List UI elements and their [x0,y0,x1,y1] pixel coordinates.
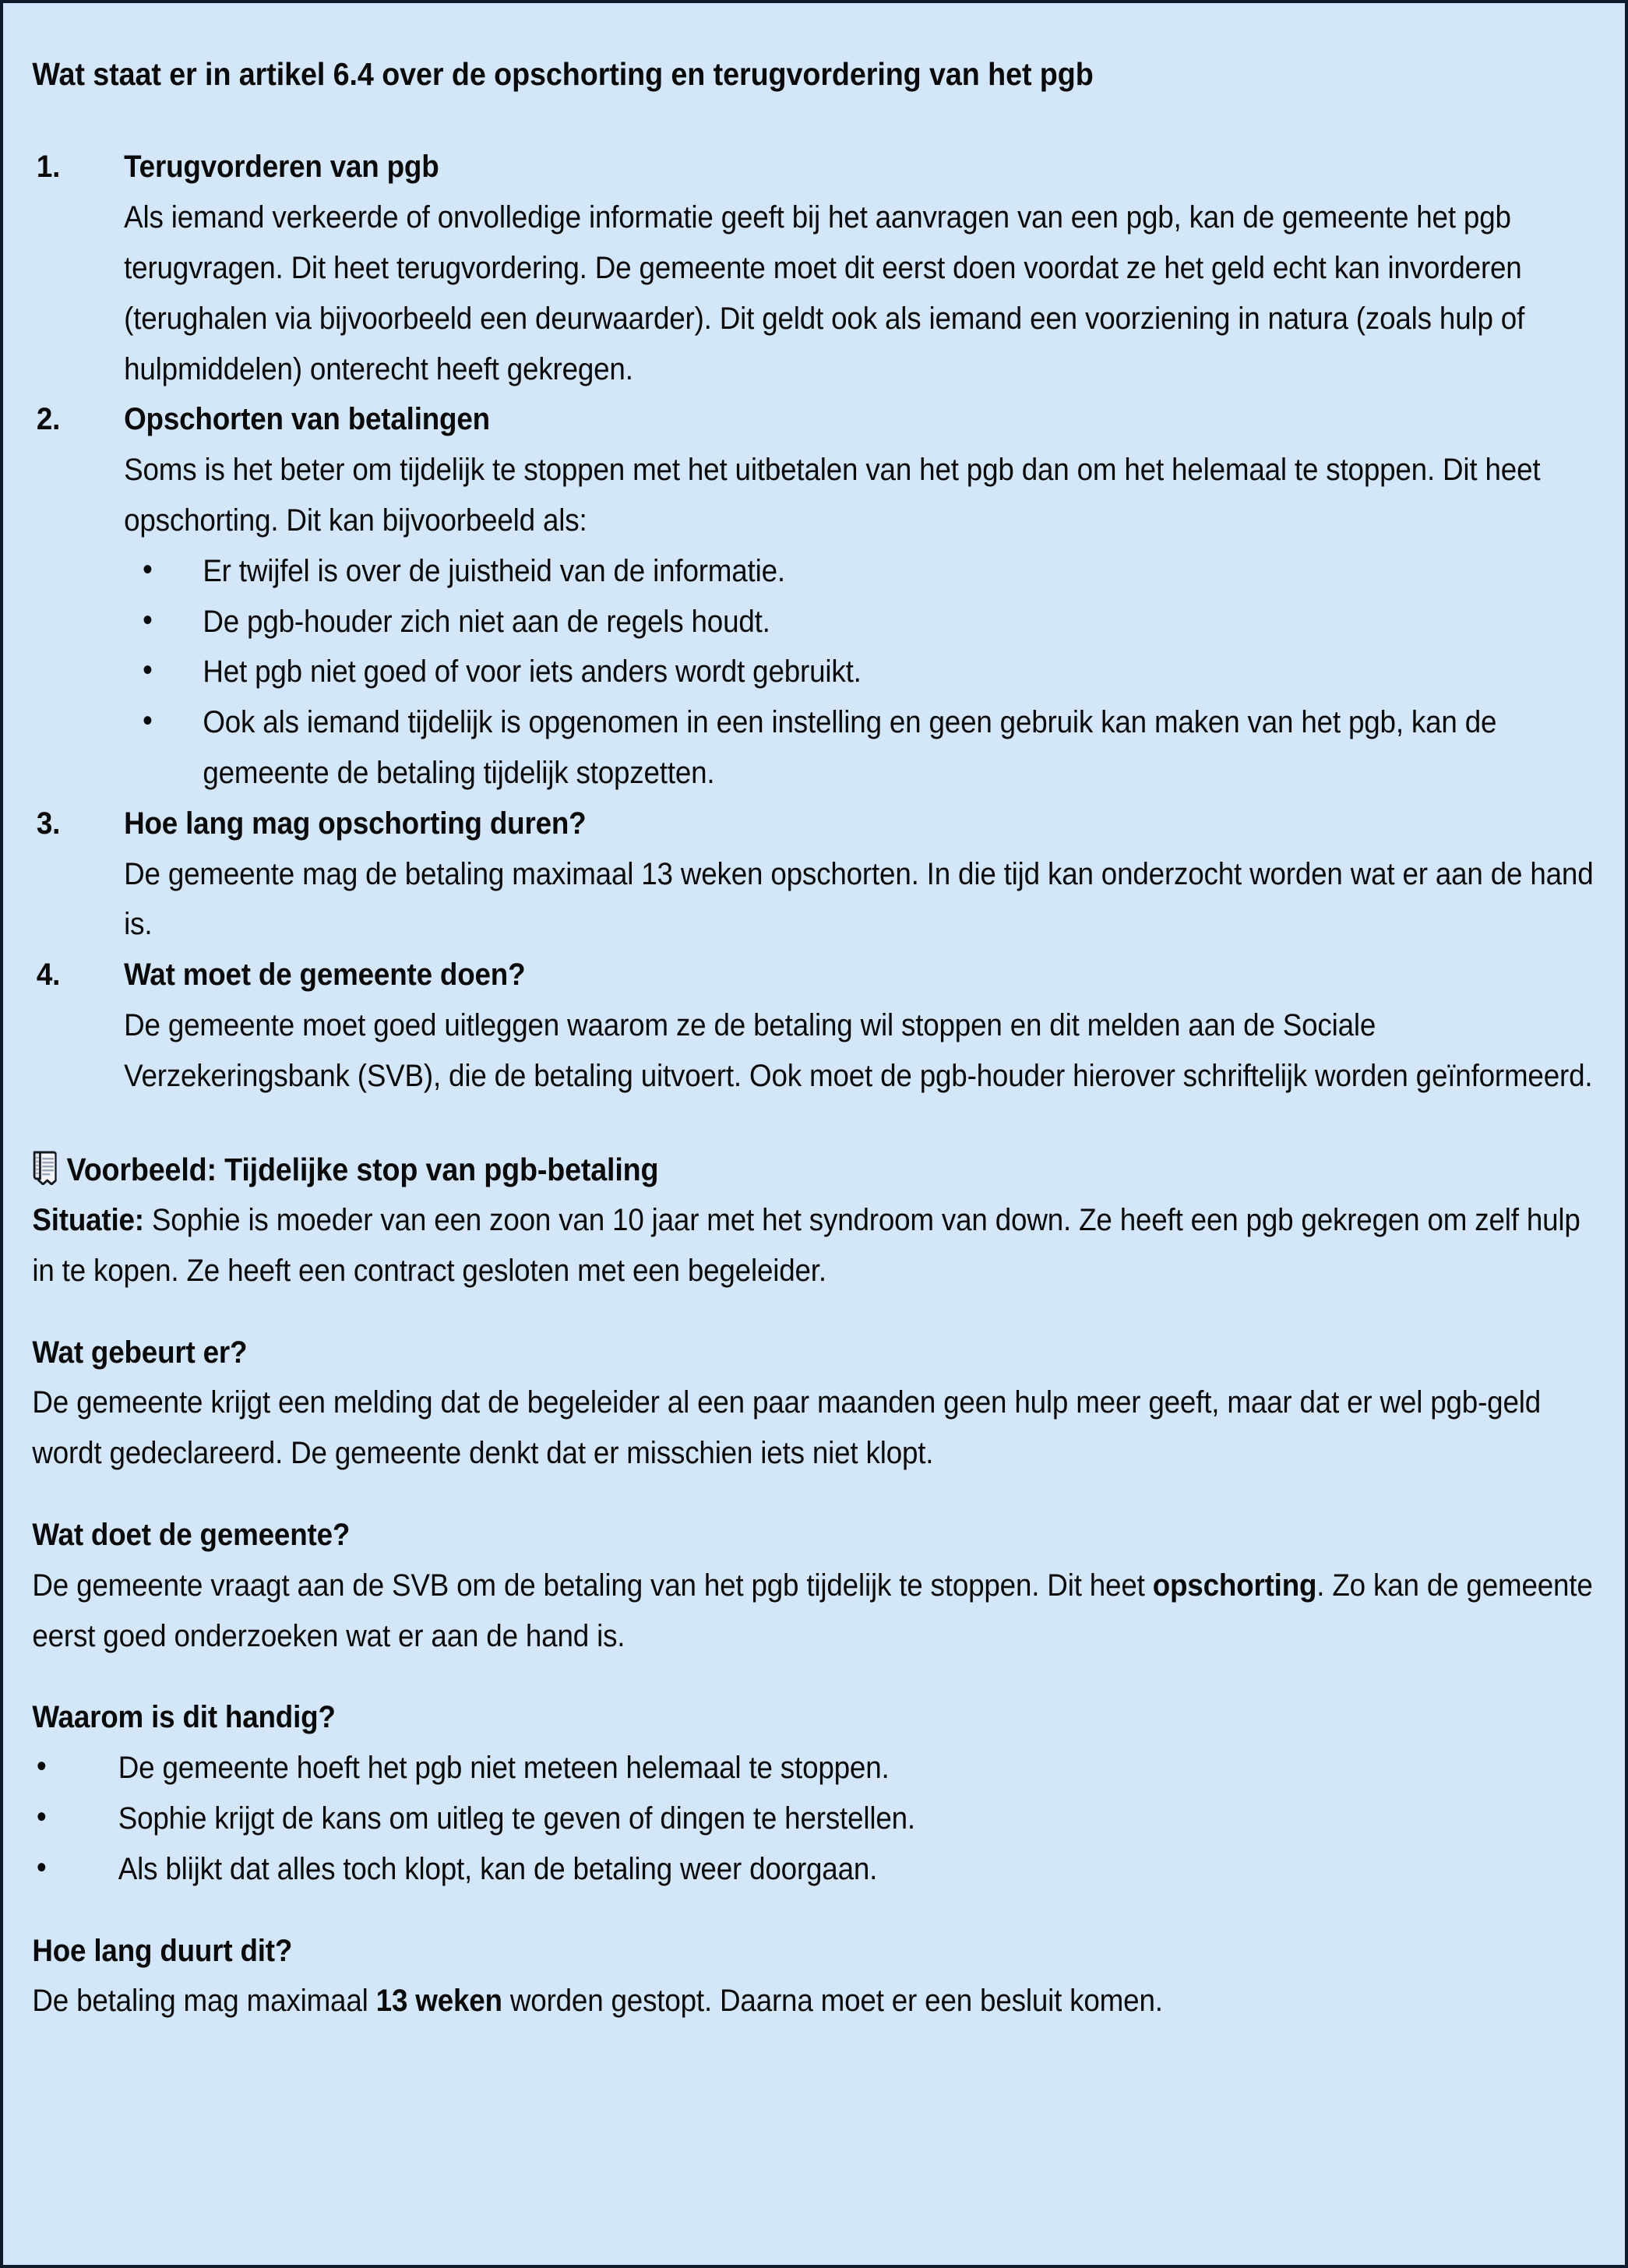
list-item-1 [32,142,1595,394]
section-4-body-bold: 13 weken [375,1984,502,2019]
list-item-2 [32,394,1595,798]
section-2-body [32,1561,1595,1662]
bullet-text: Ook als iemand tijdelijk is opgenomen in een instelling en geen gebruik kan maken van het pgb, kan de gemeente de betaling tijdelijk stopzetten. [203,705,1497,790]
list-marker-3: 3. [36,806,61,841]
list-marker-1: 1. [36,150,61,185]
section-2-body-bold: opschorting [1152,1568,1317,1603]
list-item-3-heading: Hoe lang mag opschorting duren? [124,806,587,841]
section-2-body-part1: De gemeente vraagt aan de SVB om de betaling van het pgb tijdelijk te stoppen. Dit heet [32,1568,1153,1603]
spacer [26,100,1595,142]
list-item-1-heading: Terugvorderen van pgb [124,150,439,185]
bullet-text: Er twijfel is over de juistheid van de informatie. [203,553,785,588]
bullet-icon: • [143,653,153,688]
section-2-body-part2: . Zo kan de gemeente eerst goed onderzoeken wat er aan de hand is. [32,1568,1593,1653]
bullet-icon: • [36,1799,47,1834]
receipt-icon [32,1151,56,1185]
list-item-4-body: De gemeente moet goed uitleggen waarom ze de betaling wil stoppen en dit melden aan de Sociale Verzekeringsbank (SVB), die de betaling uitvoert. Ook moet de pgb-houder hierover schriftelijk worden geïnformeerd. [124,1007,1593,1093]
page-title: Wat staat er in artikel 6.4 over de opschorting en terugvordering van het pgb [32,56,1094,92]
numbered-list [26,142,1595,1101]
bullet-text: De pgb-houder zich niet aan de regels houdt. [203,604,770,639]
list-marker-4: 4. [36,958,61,993]
list-item-2-body: Soms is het beter om tijdelijk te stoppen met het uitbetalen van het pgb dan om het helemaal te stoppen. Dit heet opschorting. Dit kan bijvoorbeeld als: [124,453,1541,538]
bullet-text: De gemeente hoeft het pgb niet meteen helemaal te stoppen. [118,1751,890,1786]
list-item-2-heading: Opschorten van betalingen [124,402,490,437]
spacer [26,1102,1595,1144]
bullet-icon: • [143,552,153,587]
list-item-3 [32,799,1595,950]
list-item-4 [32,950,1595,1101]
list-item [32,1743,1595,1794]
example-situatie [32,1195,1595,1296]
section-3-heading: Waarom is dit handig? [32,1700,336,1735]
bullet-icon: • [36,1850,47,1885]
bullet-text: Sophie krijgt de kans om uitleg te geven of dingen te herstellen. [118,1801,915,1836]
list-item [124,546,1595,597]
bullet-text: Het pgb niet goed of voor iets anders wordt gebruikt. [203,654,862,690]
list-item-3-body: De gemeente mag de betaling maximaal 13 weken opschorten. In die tijd kan onderzocht worden wat er aan de hand is. [124,856,1594,942]
situatie-text: Sophie is moeder van een zoon van 10 jaar met het syndroom van down. Ze heeft een pgb gekregen om zelf hulp in te kopen. Ze heeft een contract gesloten met een begeleider. [32,1202,1580,1288]
bullet-icon: • [143,704,153,739]
section-1-heading: Wat gebeurt er? [32,1335,248,1370]
spacer [26,1296,1595,1328]
list-item [32,1794,1595,1844]
list-item [124,697,1595,799]
list-item [32,1844,1595,1895]
list-item [124,597,1595,647]
situatie-label: Situatie: [32,1202,144,1237]
section-4-body-part1: De betaling mag maximaal [32,1984,376,2019]
list-item-4-heading: Wat moet de gemeente doen? [124,958,526,993]
bullet-text: Als blijkt dat alles toch klopt, kan de betaling weer doorgaan. [118,1851,878,1886]
document-body [26,48,1595,2026]
list-item-1-body: Als iemand verkeerde of onvolledige informatie geeft bij het aanvragen van een pgb, kan de gemeente het pgb terugvragen. Dit heet terugvordering. De gemeente moet dit eerst doen voordat ze het geld echt kan invorderen (terughalen via bijvoorbeeld een deurwaarder). Dit geldt ook als iemand een voorziening in natura (zoals hulp of hulpmiddelen) onterecht heeft gekregen. [124,200,1525,386]
bullet-icon: • [143,602,153,637]
section-4-body-part2: worden gestopt. Daarna moet er een besluit komen. [502,1984,1163,2019]
section-1-body: De gemeente krijgt een melding dat de begeleider al een paar maanden geen hulp meer geeft, maar dat er wel pgb-geld wordt gedeclareerd. De gemeente denkt dat er misschien iets niet klopt. [32,1385,1542,1471]
section-2-heading: Wat doet de gemeente? [32,1517,351,1552]
list-item [124,647,1595,697]
section-4-heading: Hoe lang duurt dit? [32,1933,293,1968]
example-heading-row [32,1144,1595,1195]
spacer [26,1479,1595,1510]
spacer [26,1661,1595,1692]
section-4-body [32,1976,1595,2026]
spacer [26,1895,1595,1926]
list-marker-2: 2. [36,402,61,437]
bullet-icon: • [36,1749,47,1784]
list-item-2-bullets [124,546,1595,799]
example-heading-text: Voorbeeld: Tijdelijke stop van pgb-betaling [66,1151,659,1187]
section-3-bullets [26,1743,1595,1894]
